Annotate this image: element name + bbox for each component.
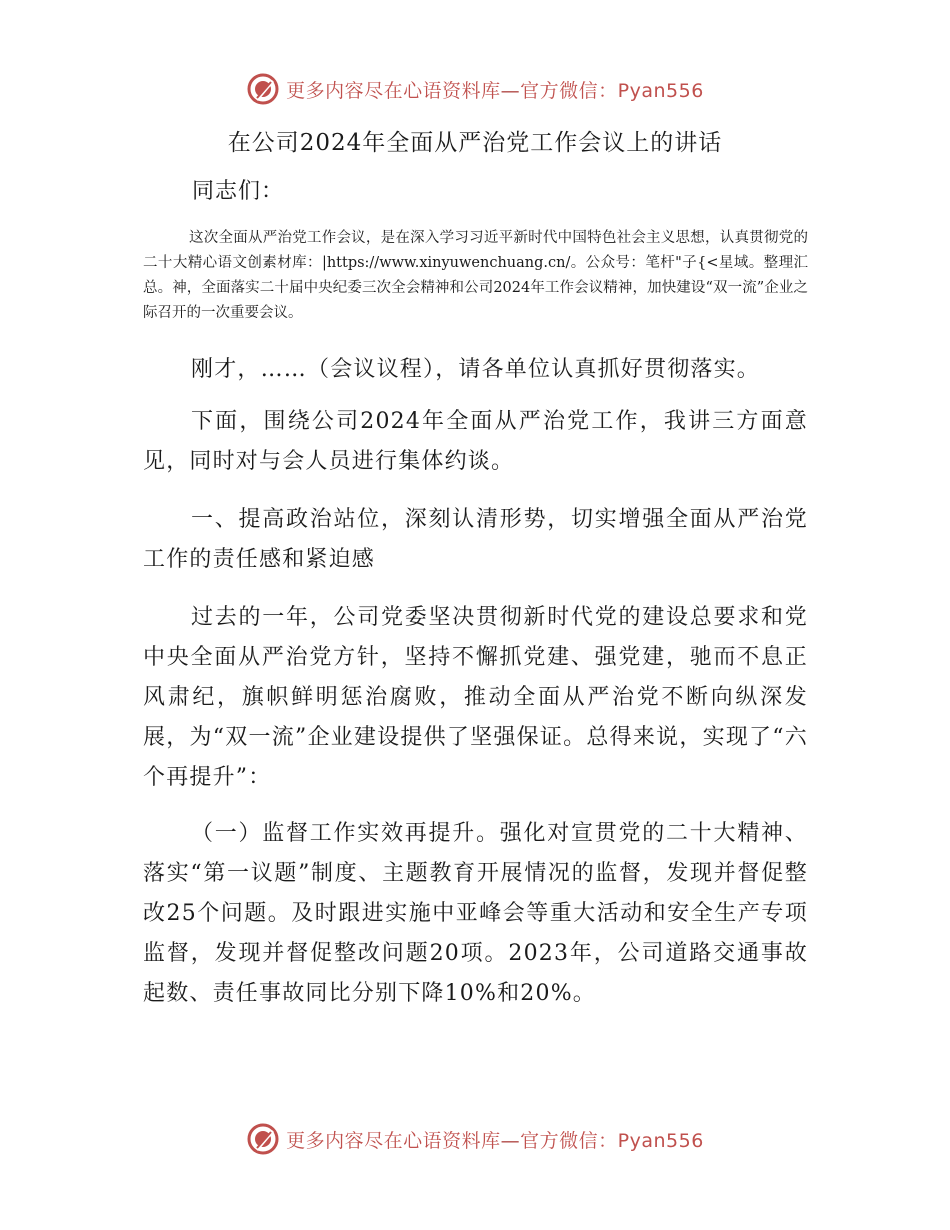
pen-logo-icon — [246, 1122, 280, 1156]
section-heading-1: 一、提高政治站位，深刻认清形势，切实增强全面从严治党工作的责任感和紧迫感 — [143, 507, 808, 572]
intro-paragraph: 这次全面从严治党工作会议，是在深入学习习近平新时代中国特色社会主义思想，认真贯彻党的二十大精心语文创素材库：|https://www.xinyuwenchuang.cn/。公众号：笔杆"子{<星域。整理汇总。神，全面落实二十届中央纪委三次全会精神和公司2024年工作会议精神，加快建设“双一流”企业之际召开的一次重要会议。 — [143, 230, 808, 321]
pen-logo-icon — [246, 72, 280, 106]
banner-text: 更多内容尽在心语资料库 — [286, 79, 501, 102]
footer-watermark-banner — [0, 1122, 950, 1156]
banner-dash: — — [500, 79, 521, 102]
paragraph-overview: 下面，围绕公司2024年全面从严治党工作，我讲三方面意见，同时对与会人员进行集体约谈。 — [143, 409, 808, 474]
paragraph-agenda: 刚才，……（会议议程），请各单位认真抓好贯彻落实。 — [191, 357, 761, 382]
banner-wechat: 官方微信：Pyan556 — [520, 1129, 704, 1152]
paragraph-supervision: （一）监督工作实效再提升。强化对宣贯党的二十大精神、落实“第一议题”制度、主题教育开展情况的监督，发现并督促整改25个问题。及时跟进实施中亚峰会等重大活动和安全生产专项监督，发现并督促整改问题20项。2023年，公司道路交通事故起数、责任事故同比分别下降10%和20%。 — [143, 821, 808, 1006]
header-watermark-banner — [0, 72, 950, 106]
salutation: 同志们： — [192, 179, 285, 204]
banner-dash: — — [500, 1129, 521, 1152]
banner-text: 更多内容尽在心语资料库 — [286, 1129, 501, 1152]
document-title: 在公司2024年全面从严治党工作会议上的讲话 — [227, 130, 723, 156]
paragraph-review: 过去的一年，公司党委坚决贯彻新时代党的建设总要求和党中央全面从严治党方针，坚持不懈抓党建、强党建，驰而不息正风肃纪，旗帜鲜明惩治腐败，推动全面从严治党不断向纵深发展，为“双一流”企业建设提供了坚强保证。总得来说，实现了“六个再提升”： — [143, 605, 808, 790]
banner-wechat: 官方微信：Pyan556 — [520, 79, 704, 102]
